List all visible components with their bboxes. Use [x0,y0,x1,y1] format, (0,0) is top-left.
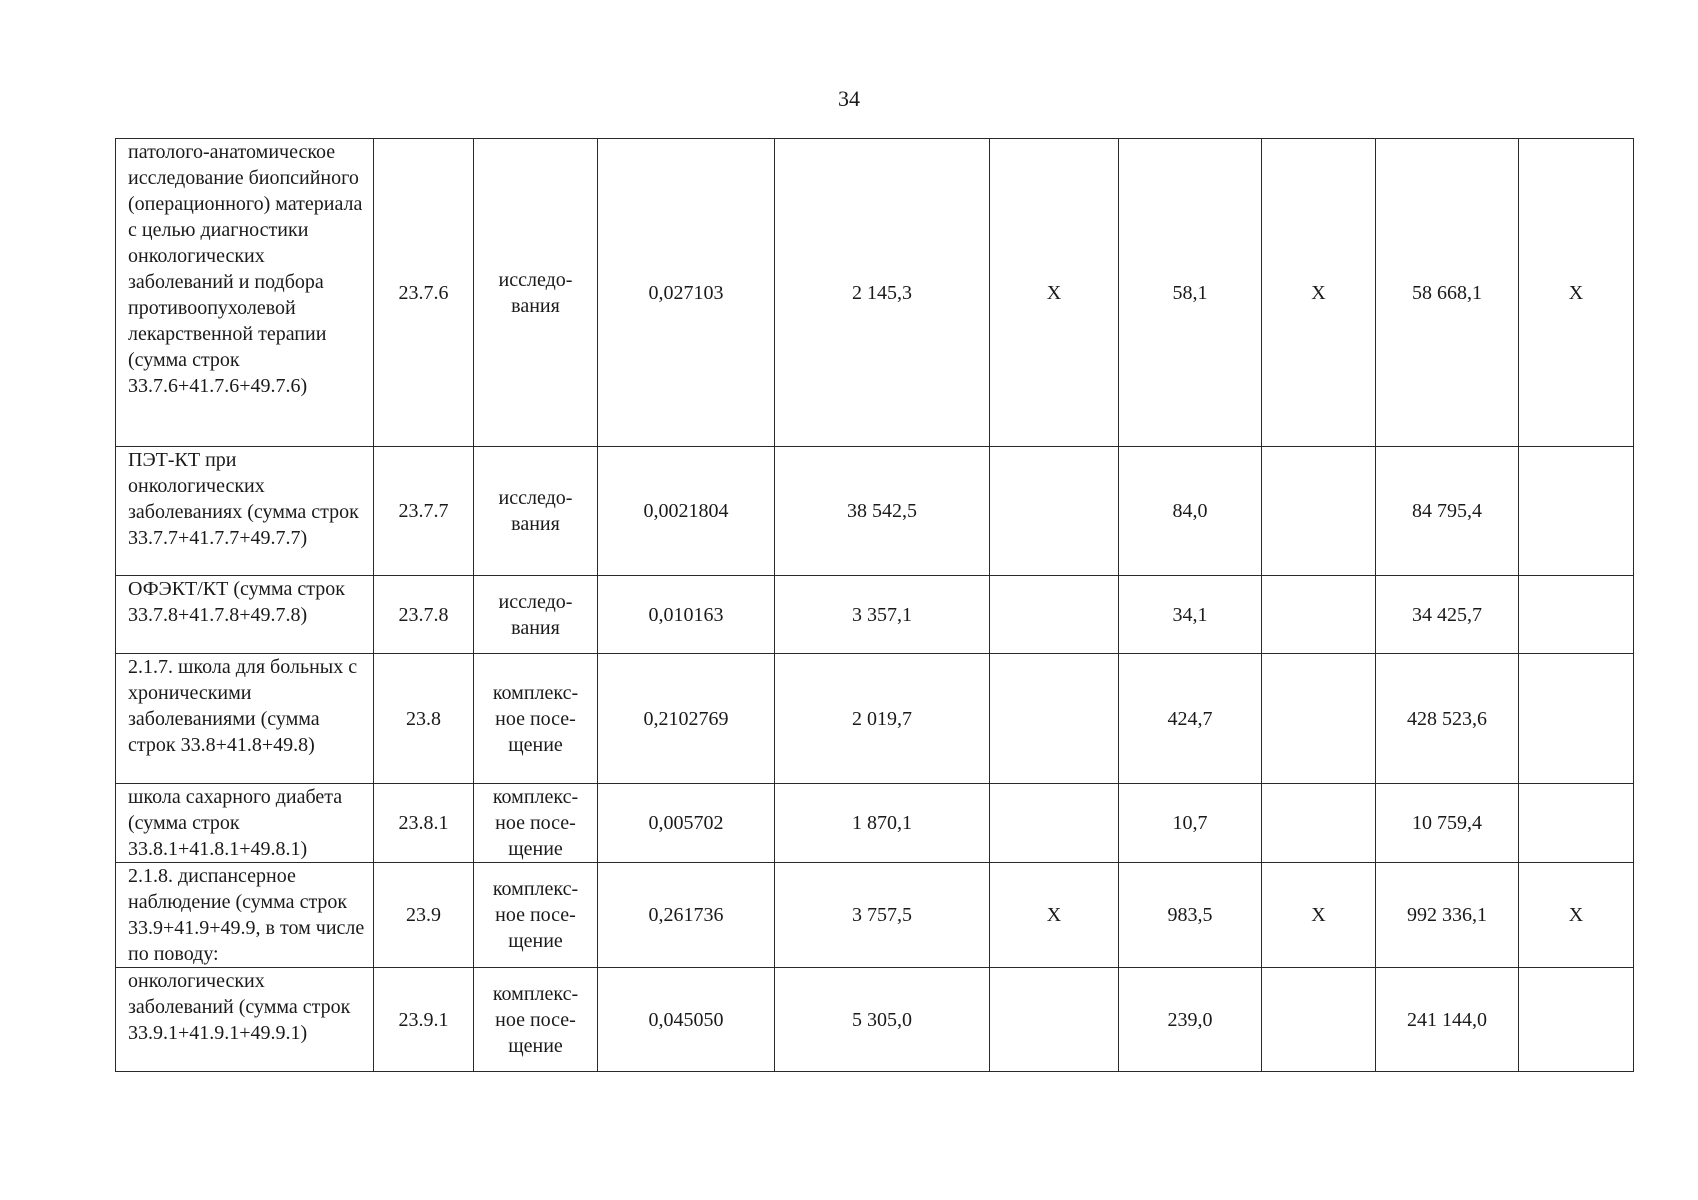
table-row [116,654,1634,784]
table-row [116,784,1634,863]
cell-col5: 2 145,3 [775,139,990,447]
row-code: 23.8.1 [374,784,474,863]
cell-col8 [1262,447,1376,576]
cell-col6 [990,784,1119,863]
cell-col10 [1519,576,1634,654]
row-code: 23.9.1 [374,968,474,1072]
cell-col7: 34,1 [1119,576,1262,654]
unit-text: комплекс- ное посе- щение [492,681,579,756]
cell-col8 [1262,784,1376,863]
cell-col6: X [990,863,1119,968]
cell-col5: 5 305,0 [775,968,990,1072]
cell-col4: 0,005702 [598,784,775,863]
table-row [116,447,1634,576]
row-name: онкологических заболеваний (сумма строк 33.9.1+41.9.1+49.9.1) [116,968,374,1072]
cell-col6 [990,447,1119,576]
cell-col10 [1519,968,1634,1072]
row-unit [474,863,598,968]
cell-col4: 0,010163 [598,576,775,654]
cell-col8 [1262,576,1376,654]
cell-col8: X [1262,863,1376,968]
row-unit [474,654,598,784]
cell-col5: 38 542,5 [775,447,990,576]
cell-col6 [990,654,1119,784]
cell-col7: 84,0 [1119,447,1262,576]
cell-col6: X [990,139,1119,447]
cell-col5: 3 357,1 [775,576,990,654]
cell-col8 [1262,968,1376,1072]
cell-col7: 424,7 [1119,654,1262,784]
cell-col4: 0,261736 [598,863,775,968]
row-name: 2.1.7. школа для больных с хроническими заболеваниями (сумма строк 33.8+41.8+49.8) [116,654,374,784]
cell-col9: 58 668,1 [1376,139,1519,447]
row-name: ПЭТ-КТ при онкологических заболеваниях (сумма строк 33.7.7+41.7.7+49.7.7) [116,447,374,576]
row-name: школа сахарного диабета (сумма строк 33.8.1+41.8.1+49.8.1) [116,784,374,863]
cell-col4: 0,027103 [598,139,775,447]
cell-col5: 1 870,1 [775,784,990,863]
cell-col4: 0,045050 [598,968,775,1072]
cell-col4: 0,0021804 [598,447,775,576]
cell-col9: 428 523,6 [1376,654,1519,784]
data-table [115,138,1634,1072]
table-row [116,968,1634,1072]
row-unit [474,447,598,576]
row-code: 23.8 [374,654,474,784]
table-row [116,863,1634,968]
cell-col5: 2 019,7 [775,654,990,784]
row-name: патолого-анатомическое исследование биопсийного (операционного) материала с целью диагностики онкологических заболеваний и подбора противоопухолевой лекарственной терапии (сумма строк 33.7.6+41.7.6+49.7.6) [116,139,374,447]
cell-col9: 992 336,1 [1376,863,1519,968]
row-unit [474,576,598,654]
cell-col8 [1262,654,1376,784]
row-name: ОФЭКТ/КТ (сумма строк 33.7.8+41.7.8+49.7.8) [116,576,374,654]
cell-col4: 0,2102769 [598,654,775,784]
cell-col7: 239,0 [1119,968,1262,1072]
page-number: 34 [838,86,860,111]
unit-text: комплекс- ное посе- щение [492,878,579,952]
row-name: 2.1.8. диспансерное наблюдение (сумма строк 33.9+41.9+49.9, в том числе по поводу: [116,863,374,968]
cell-col9: 34 425,7 [1376,576,1519,654]
cell-col10 [1519,654,1634,784]
cell-col7: 58,1 [1119,139,1262,447]
unit-text: комплекс- ное посе- щение [492,786,579,860]
cell-col9: 241 144,0 [1376,968,1519,1072]
row-unit [474,139,598,447]
cell-col6 [990,968,1119,1072]
unit-text: комплекс- ное посе- щение [492,982,579,1057]
cell-col7: 983,5 [1119,863,1262,968]
row-unit [474,784,598,863]
cell-col10: X [1519,863,1634,968]
row-code: 23.7.7 [374,447,474,576]
cell-col5: 3 757,5 [775,863,990,968]
cell-col10 [1519,447,1634,576]
row-code: 23.7.8 [374,576,474,654]
row-code: 23.7.6 [374,139,474,447]
row-code: 23.9 [374,863,474,968]
cell-col9: 10 759,4 [1376,784,1519,863]
unit-text: исследо- вания [498,268,573,317]
cell-col9: 84 795,4 [1376,447,1519,576]
cell-col7: 10,7 [1119,784,1262,863]
cell-col10 [1519,784,1634,863]
cell-col8: X [1262,139,1376,447]
cell-col6 [990,576,1119,654]
table-row [116,576,1634,654]
table-row [116,139,1634,447]
row-unit [474,968,598,1072]
unit-text: исследо- вания [498,487,573,535]
cell-col10: X [1519,139,1634,447]
unit-text: исследо- вания [498,590,573,639]
